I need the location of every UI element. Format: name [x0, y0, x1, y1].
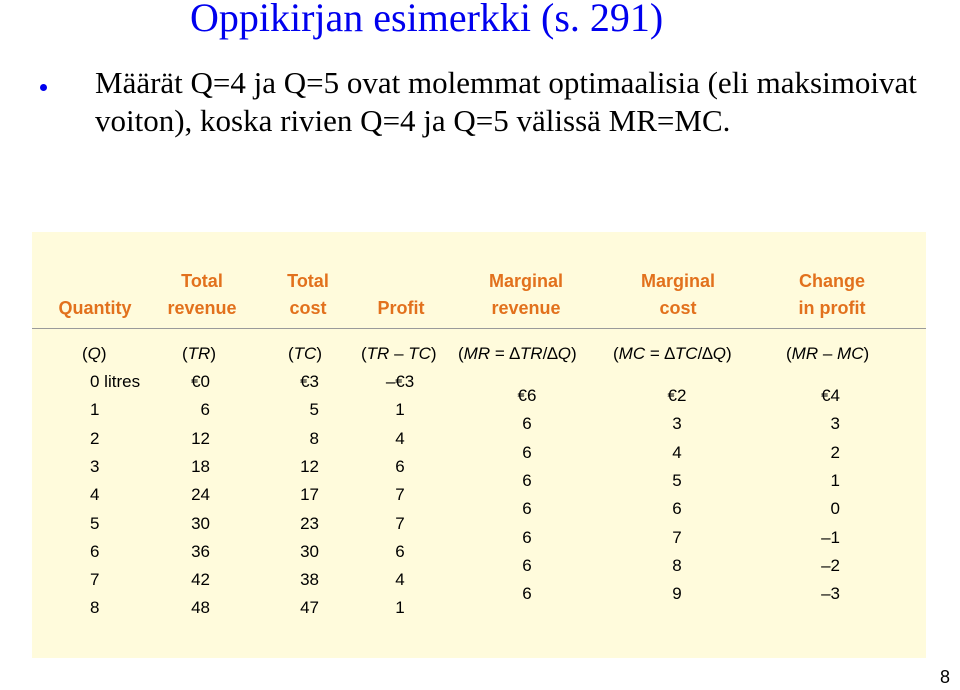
cell-total-revenue: €0	[191, 372, 210, 391]
cell-profit: 4	[395, 428, 405, 448]
header-marginal-revenue: Marginal revenue	[488, 271, 563, 318]
cell-total-cost: 23	[300, 513, 319, 533]
header-quantity: Quantity	[58, 298, 132, 318]
symbol-marginal-revenue: (MR = ∆TR/∆Q)	[458, 344, 577, 363]
slide-title: Oppikirjan esimerkki (s. 291)	[190, 0, 664, 40]
cell-change-in-profit: –1	[821, 527, 840, 547]
symbol-profit: (TR – TC)	[361, 344, 437, 363]
profit-table	[32, 232, 926, 658]
cell-total-cost: 38	[300, 570, 319, 590]
cell-quantity: 3	[90, 456, 100, 476]
cell-change-in-profit: 3	[830, 414, 840, 434]
cell-profit: 7	[395, 485, 405, 505]
cell-quantity: 7	[90, 570, 100, 590]
cell-total-revenue: 18	[191, 456, 210, 476]
cell-total-revenue: 48	[191, 598, 210, 618]
bullet-point	[40, 64, 920, 140]
cell-total-cost: 5	[309, 400, 319, 420]
cell-change-in-profit: 2	[830, 442, 840, 462]
cell-marginal-revenue: 6	[522, 499, 532, 519]
cell-profit: 4	[395, 570, 405, 590]
symbol-total-cost: (TC)	[288, 344, 323, 363]
cell-marginal-cost: 9	[672, 584, 682, 604]
cell-marginal-revenue: 6	[522, 555, 532, 575]
cell-total-cost: 17	[300, 485, 319, 505]
cell-marginal-cost: €2	[667, 386, 687, 406]
cell-profit: –€3	[385, 372, 415, 391]
cell-total-revenue: 6	[200, 400, 210, 420]
cell-change-in-profit: 1	[830, 471, 840, 491]
cell-quantity: 0 litres	[90, 372, 141, 391]
header-total-revenue: Total revenue	[167, 271, 237, 318]
cell-marginal-cost: 4	[672, 442, 682, 462]
cell-marginal-revenue: €6	[517, 386, 537, 406]
cell-profit: 1	[395, 598, 405, 618]
cell-total-cost: €3	[300, 372, 319, 391]
cell-marginal-revenue: 6	[522, 442, 532, 462]
header-profit: Profit	[377, 298, 425, 318]
cell-profit: 7	[395, 513, 405, 533]
symbol-total-revenue: (TR)	[182, 344, 217, 363]
symbol-marginal-cost: (MC = ∆TC/∆Q)	[613, 344, 732, 363]
cell-total-revenue: 36	[191, 541, 210, 561]
symbol-quantity: (Q)	[82, 344, 107, 363]
cell-total-revenue: 12	[191, 428, 210, 448]
cell-total-revenue: 42	[191, 570, 210, 590]
cell-marginal-revenue: 6	[522, 584, 532, 604]
cell-profit: 6	[395, 456, 405, 476]
cell-quantity: 8	[90, 598, 100, 618]
header-change-in-profit: Change in profit	[798, 271, 866, 318]
cell-quantity: 4	[90, 485, 100, 505]
cell-marginal-revenue: 6	[522, 527, 532, 547]
cell-marginal-cost: 8	[672, 555, 682, 575]
cell-change-in-profit: €4	[821, 386, 840, 406]
cell-marginal-revenue: 6	[522, 414, 532, 434]
cell-marginal-cost: 5	[672, 471, 682, 491]
bullet-dot-icon	[40, 84, 47, 91]
cell-marginal-revenue: 6	[522, 471, 532, 491]
cell-marginal-cost: 6	[672, 499, 682, 519]
cell-change-in-profit: –2	[821, 555, 840, 575]
header-marginal-cost: Marginal cost	[640, 271, 715, 318]
cell-change-in-profit: 0	[830, 499, 840, 519]
cell-quantity: 1	[90, 400, 100, 420]
cell-marginal-cost: 7	[672, 527, 682, 547]
cell-total-revenue: 24	[191, 485, 210, 505]
cell-total-revenue: 30	[191, 513, 210, 533]
symbol-change-in-profit: (MR – MC)	[786, 344, 870, 363]
cell-quantity: 6	[90, 541, 100, 561]
cell-change-in-profit: –3	[821, 584, 840, 604]
page-number: 8	[939, 667, 950, 687]
cell-quantity: 2	[90, 428, 100, 448]
cell-profit: 6	[395, 541, 405, 561]
cell-total-cost: 30	[300, 541, 319, 561]
cell-total-cost: 12	[300, 456, 319, 476]
cell-profit: 1	[395, 400, 405, 420]
header-total-cost: Total cost	[287, 271, 329, 318]
cell-quantity: 5	[90, 513, 100, 533]
cell-marginal-cost: 3	[672, 414, 682, 434]
bullet-text: Määrät Q=4 ja Q=5 ovat molemmat optimaalisia (eli maksimoivat voiton), koska rivien Q=4 ja Q=5 välissä MR=MC.	[95, 65, 917, 138]
header-divider	[32, 328, 926, 329]
cell-total-cost: 47	[300, 598, 319, 618]
cell-total-cost: 8	[309, 428, 319, 448]
